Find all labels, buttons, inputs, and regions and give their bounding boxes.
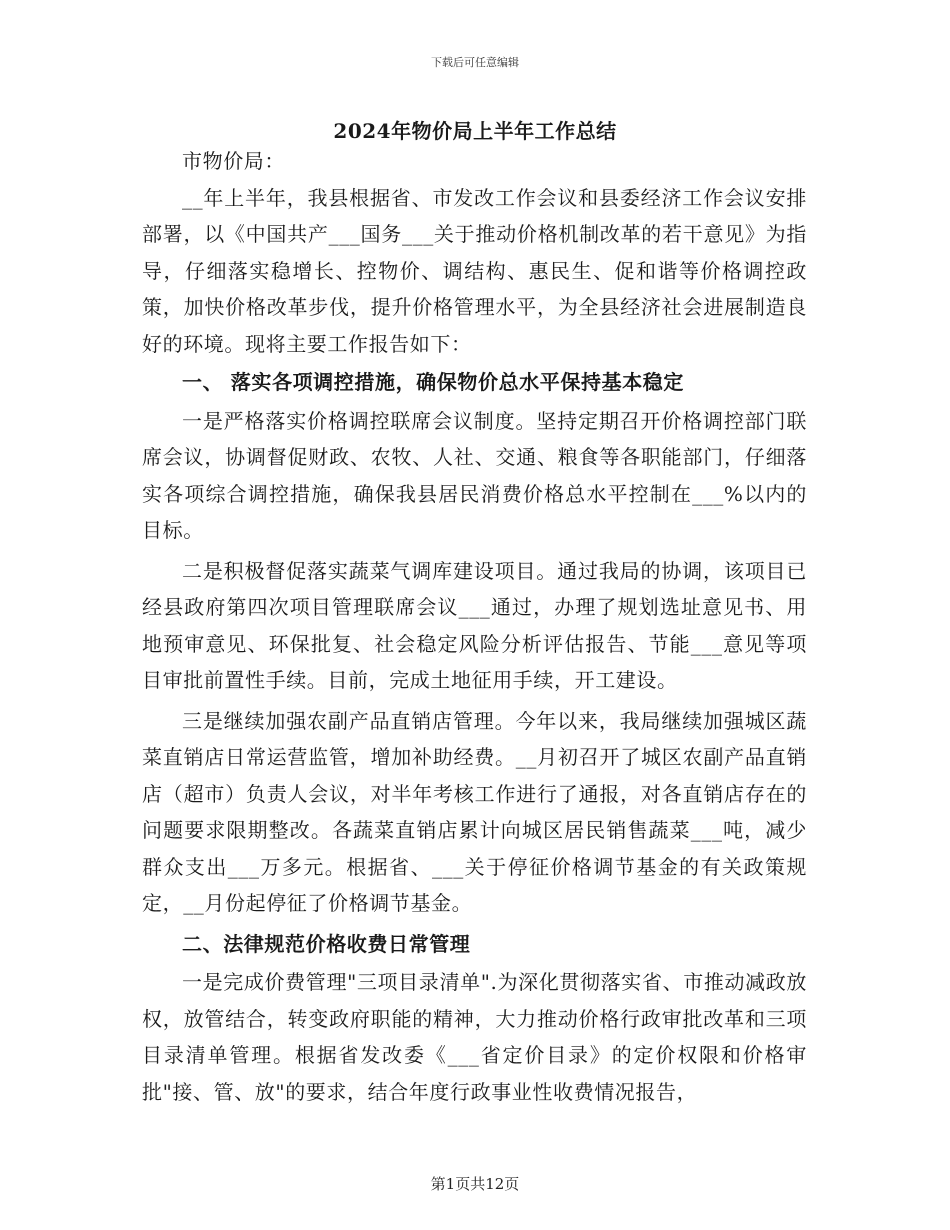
intro-paragraph: __年上半年，我县根据省、市发改工作会议和县委经济工作会议安排部署，以《中国共产___国务___关于推动价格机制改革的若干意见》为指导，仔细落实稳增长、控物价、调结构、惠民生、促和谐等价格调控政策，加快价格改革步伐，提升价格管理水平，为全县经济社会进展制造良好的环境。现将主要工作报告如下： xyxy=(142,185,807,356)
body-paragraph: 一是严格落实价格调控联席会议制度。坚持定期召开价格调控部门联席会议，协调督促财政、农牧、人社、交通、粮食等各职能部门，仔细落实各项综合调控措施，确保我县居民消费价格总水平控制在___%以内的目标。 xyxy=(142,408,807,542)
header-note: 下载后可任意编辑 xyxy=(431,56,519,69)
body-paragraph: 一是完成价费管理"三项目录清单".为深化贯彻落实省、市推动减政放权，放管结合，转变政府职能的精神，大力推动价格行政审批改革和三项目录清单管理。根据省发改委《___省定价目录》的定价权限和价格审批"接、管、放"的要求，结合年度行政事业性收费情况报告， xyxy=(142,970,807,1104)
page-number: 第1页共12页 xyxy=(430,1175,520,1193)
section-heading-2: 二、法律规范价格收费日常管理 xyxy=(182,931,471,956)
section-heading-1: 一、 落实各项调控措施，确保物价总水平保持基本稳定 xyxy=(182,370,684,394)
body-paragraph: 三是继续加强农副产品直销店管理。今年以来，我局继续加强城区蔬菜直销店日常运营监管，增加补助经费。__月初召开了城区农副产品直销店（超市）负责人会议，对半年考核工作进行了通报，对各直销店存在的问题要求限期整改。各蔬菜直销店累计向城区居民销售蔬菜___吨，减少群众支出___万多元。根据省、___关于停征价格调节基金的有关政策规定，__月份起停征了价格调节基金。 xyxy=(142,708,807,915)
page-title: 2024年物价局上半年工作总结 xyxy=(333,119,617,143)
document-body xyxy=(142,143,807,1110)
body-paragraph: 二是积极督促落实蔬菜气调库建设项目。通过我局的协调，该项目已经县政府第四次项目管理联席会议___通过，办理了规划选址意见书、用地预审意见、环保批复、社会稳定风险分析评估报告、节能___意见等项目审批前置性手续。目前，完成土地征用手续，开工建设。 xyxy=(142,558,807,692)
salutation: 市物价局： xyxy=(182,149,285,173)
